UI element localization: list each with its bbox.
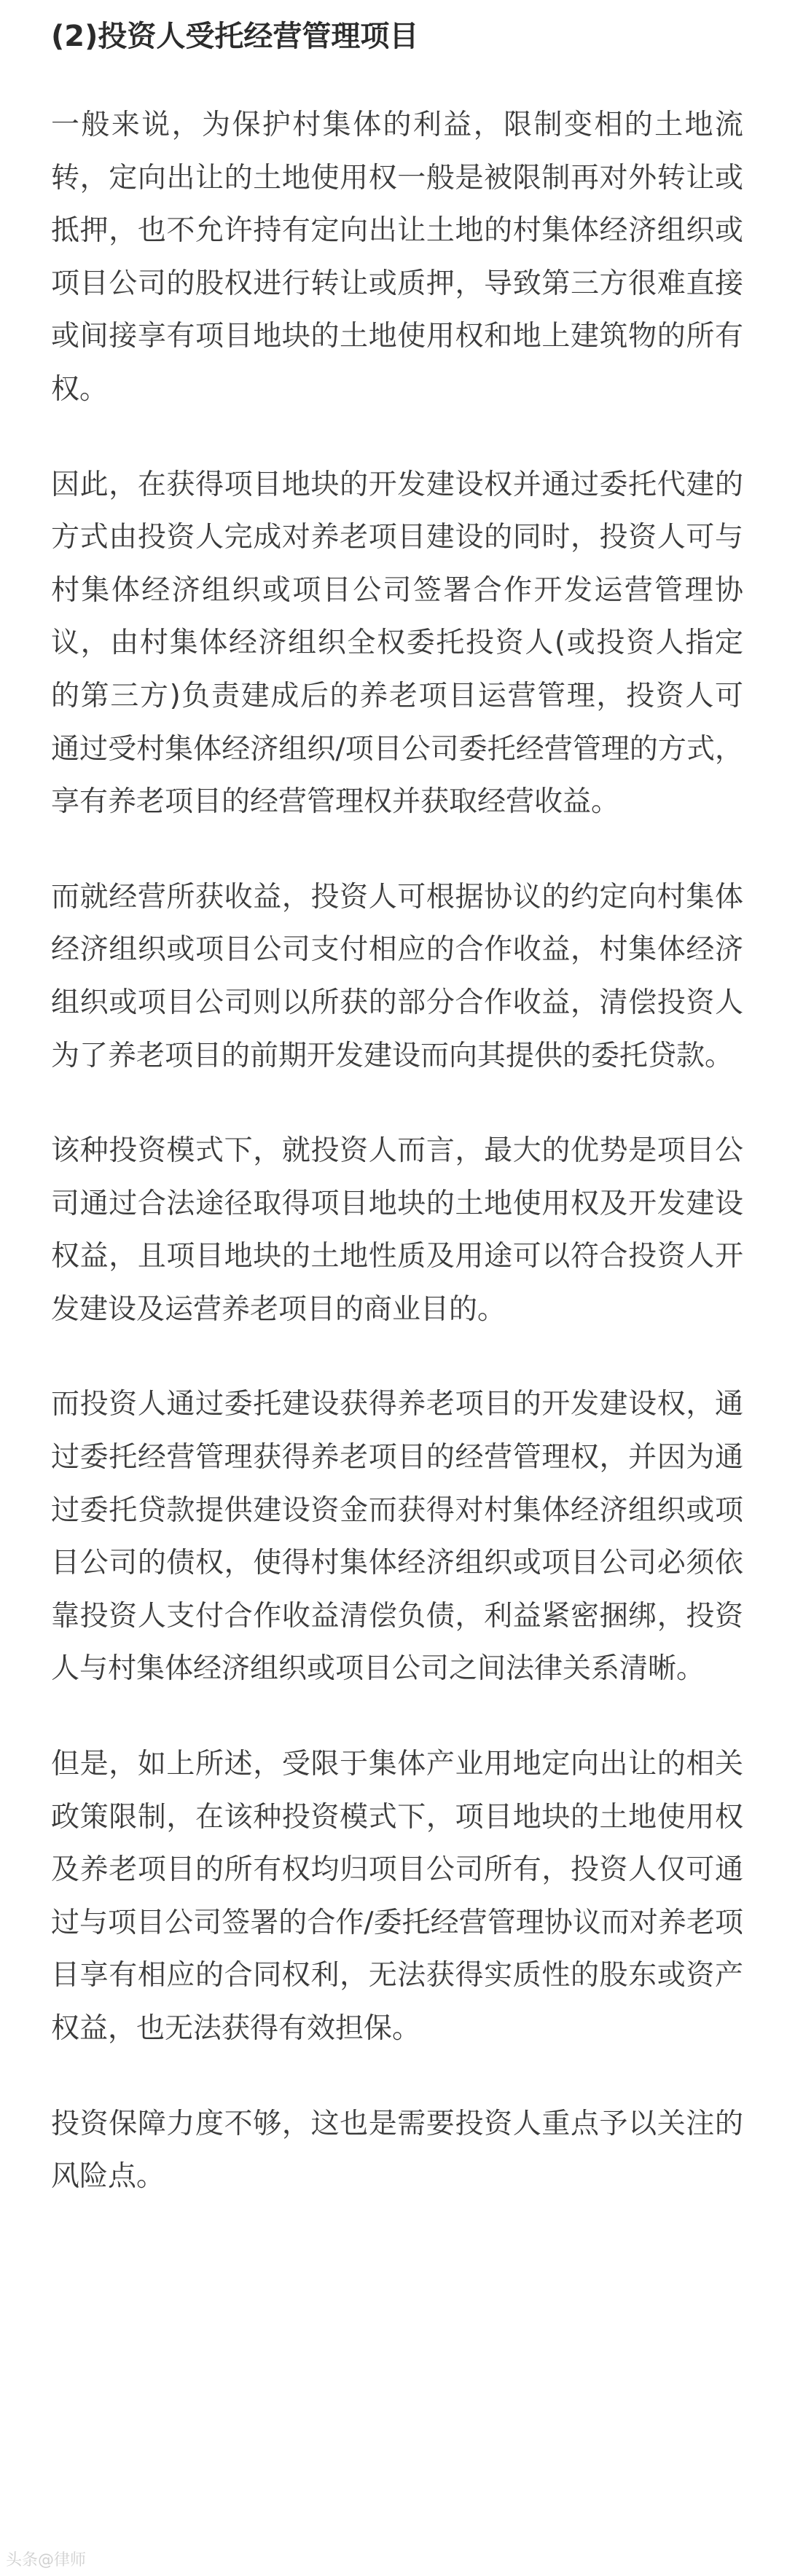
paragraph-7: 投资保障力度不够，这也是需要投资人重点予以关注的风险点。 [51, 2107, 743, 2194]
article-body [51, 13, 743, 2246]
paragraph-2: 因此，在获得项目地块的开发建设权并通过委托代建的方式由投资人完成对养老项目建设的同时，投资人可与村集体经济组织或项目公司签署合作开发运营管理协议，由村集体经济组织全权委托投资人(或投资人指定的第三方)负责建成后的养老项目运营管理，投资人可通过受村集体经济组织/项目公司委托经营管理的方式，享有养老项目的经营管理权并获取经营收益。 [51, 468, 743, 819]
paragraph-6: 但是，如上所述，受限于集体产业用地定向出让的相关政策限制，在该种投资模式下，项目地块的土地使用权及养老项目的所有权均归项目公司所有，投资人仅可通过与项目公司签署的合作/委托经营管理协议而对养老项目享有相应的合同权利，无法获得实质性的股东或资产权益，也无法获得有效担保。 [51, 1748, 743, 2045]
paragraph-5: 而投资人通过委托建设获得养老项目的开发建设权，通过委托经营管理获得养老项目的经营管理权，并因为通过委托贷款提供建设资金而获得对村集体经济组织或项目公司的债权，使得村集体经济组织或项目公司必须依靠投资人支付合作收益清偿负债，利益紧密捆绑，投资人与村集体经济组织或项目公司之间法律关系清晰。 [51, 1388, 743, 1686]
section-heading: (2)投资人受托经营管理项目 [51, 20, 419, 53]
watermark: 头条@律师 [6, 2551, 87, 2569]
paragraph-3: 而就经营所获收益，投资人可根据协议的约定向村集体经济组织或项目公司支付相应的合作收益，村集体经济组织或项目公司则以所获的部分合作收益，清偿投资人为了养老项目的前期开发建设而向其提供的委托贷款。 [51, 880, 743, 1072]
paragraph-1: 一般来说，为保护村集体的利益，限制变相的土地流转，定向出让的土地使用权一般是被限制再对外转让或抵押，也不允许持有定向出让土地的村集体经济组织或项目公司的股权进行转让或质押，导致第三方很难直接或间接享有项目地块的土地使用权和地上建筑物的所有权。 [51, 109, 743, 406]
paragraph-4: 该种投资模式下，就投资人而言，最大的优势是项目公司通过合法途径取得项目地块的土地使用权及开发建设权益，且项目地块的土地性质及用途可以符合投资人开发建设及运营养老项目的商业目的。 [51, 1134, 743, 1326]
